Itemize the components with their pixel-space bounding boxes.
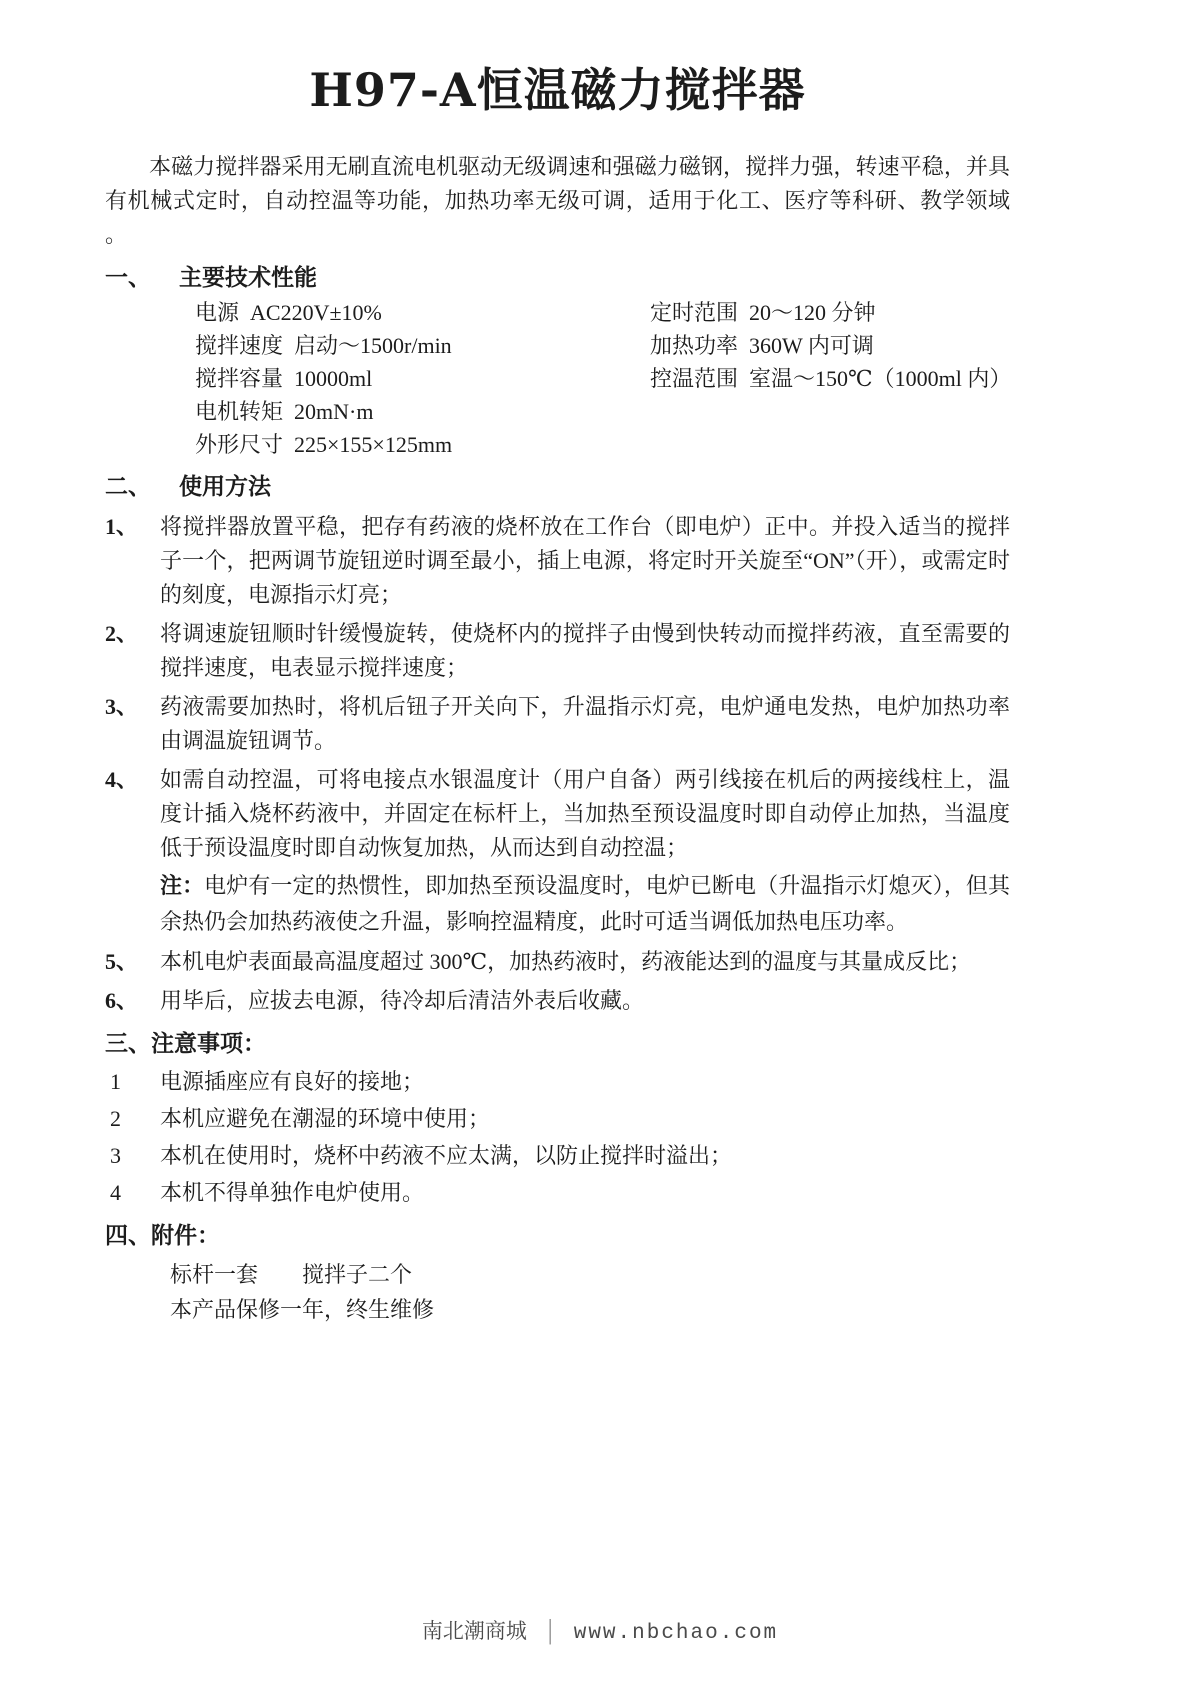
spec-cell-right <box>650 362 1011 395</box>
spec-row <box>195 395 1010 428</box>
precaution-list <box>105 1064 1010 1210</box>
spec-cell-right <box>650 296 876 329</box>
spec-row <box>195 329 1010 362</box>
section-heading-usage <box>105 467 1010 505</box>
spec-label: 加热功率 <box>650 333 739 358</box>
spec-row <box>195 296 1010 329</box>
item-number: 3 <box>110 1143 121 1168</box>
accessories-line: 标杆一套 搅拌子二个 <box>170 1262 413 1287</box>
item-text: 本机应避免在潮湿的环境中使用； <box>160 1106 491 1131</box>
precaution-item <box>105 1064 1010 1099</box>
spec-cell-left <box>195 362 650 395</box>
spec-cell-left <box>195 428 650 461</box>
section-title: 附件： <box>151 1222 220 1248</box>
spec-table <box>195 296 1010 461</box>
spec-value: 225×155×125mm <box>294 432 453 457</box>
usage-item <box>105 510 1010 612</box>
spec-cell-left <box>195 395 650 428</box>
section-number: 三、 <box>105 1030 151 1056</box>
item-text: 药液需要加热时，将机后钮子开关向下，升温指示灯亮，电炉通电发热，电炉加热功率由调温旋钮调节。 <box>160 694 1010 753</box>
spec-value: AC220V±10% <box>250 300 382 325</box>
spec-label: 控温范围 <box>650 366 739 391</box>
precaution-item <box>105 1175 1010 1210</box>
item-note <box>160 868 1010 940</box>
page-title: H97-A恒温磁力搅拌器 <box>309 63 806 117</box>
spec-value: 室温～150℃（1000ml 内） <box>749 366 1012 391</box>
item-body <box>160 763 1010 940</box>
intro-paragraph: 本磁力搅拌器采用无刷直流电机驱动无级调速和强磁力磁钢，搅拌力强，转速平稳，并具有机械式定时，自动控温等功能，加热功率无级可调，适用于化工、医疗等科研、教学领域 。 <box>105 154 1010 247</box>
spec-label: 外形尺寸 <box>195 432 284 457</box>
spec-label: 搅拌速度 <box>195 333 284 358</box>
section-number: 一、 <box>105 264 151 290</box>
footer-brand: 南北潮商城 <box>421 1619 527 1643</box>
section-number: 二、 <box>105 473 151 499</box>
item-number: 1 <box>110 1069 121 1094</box>
item-text: 用毕后，应拔去电源，待冷却后清洁外表后收藏。 <box>160 988 645 1013</box>
spec-label: 搅拌容量 <box>195 366 284 391</box>
item-text: 如需自动控温，可将电接点水银温度计（用户自备）两引线接在机后的两接线柱上，温度计插入烧杯药液中，并固定在标杆上，当加热至预设温度时即自动停止加热，当温度低于预设温度时即自动恢复加热，从而达到自动控温； <box>160 767 1010 860</box>
usage-item <box>105 945 1010 979</box>
item-number: 5、 <box>105 949 139 974</box>
spec-value: 启动～1500r/min <box>294 333 452 358</box>
item-number: 4、 <box>105 767 139 792</box>
item-number: 3、 <box>105 694 139 719</box>
note-label: 注： <box>160 873 205 898</box>
item-number: 2、 <box>105 621 139 646</box>
item-text: 本机不得单独作电炉使用。 <box>160 1180 425 1205</box>
item-number: 1、 <box>105 514 139 539</box>
item-number: 6、 <box>105 988 139 1013</box>
spec-value: 20～120 分钟 <box>749 300 876 325</box>
item-text: 将搅拌器放置平稳，把存有药液的烧杯放在工作台（即电炉）正中。并投入适当的搅拌子一个，把两调节旋钮逆时调至最小，插上电源，将定时开关旋至“ON”（开），或需定时的刻度，电源指示灯亮； <box>160 514 1010 607</box>
page-footer <box>0 1616 1200 1649</box>
usage-item <box>105 690 1010 758</box>
item-number: 2 <box>110 1106 121 1131</box>
spec-cell-right <box>650 329 874 362</box>
spec-value: 10000ml <box>294 366 373 391</box>
spec-value: 360W 内可调 <box>749 333 874 358</box>
note-text: 电炉有一定的热惯性，即加热至预设温度时，电炉已断电（升温指示灯熄灭），但其余热仍会加热药液使之升温，影响控温精度，此时可适当调低加热电压功率。 <box>160 873 1010 934</box>
section-heading-accessories <box>105 1216 1010 1254</box>
usage-item <box>105 763 1010 940</box>
section-heading-precautions <box>105 1024 1010 1062</box>
spec-row <box>195 362 1010 395</box>
document-page <box>105 0 1010 1327</box>
item-text: 将调速旋钮顺时针缓慢旋转，使烧杯内的搅拌子由慢到快转动而搅拌药液，直至需要的搅拌速度，电表显示搅拌速度； <box>160 621 1010 680</box>
spec-cell-left <box>195 296 650 329</box>
accessories-block <box>105 1257 1010 1327</box>
usage-item <box>105 617 1010 685</box>
footer-divider: │ <box>542 1619 558 1643</box>
usage-list <box>105 510 1010 1018</box>
spec-row <box>195 428 1010 461</box>
section-title: 注意事项： <box>151 1030 266 1056</box>
section-title: 主要技术性能 <box>179 264 317 290</box>
spec-cell-left <box>195 329 650 362</box>
spec-label: 定时范围 <box>650 300 739 325</box>
precaution-item <box>105 1101 1010 1136</box>
footer-url: www.nbchao.com <box>573 1622 779 1645</box>
warranty-line: 本产品保修一年，终生维修 <box>170 1297 435 1322</box>
spec-label: 电源 <box>195 300 240 325</box>
item-text: 本机电炉表面最高温度超过 300℃，加热药液时，药液能达到的温度与其量成反比； <box>160 949 972 974</box>
item-text: 本机在使用时，烧杯中药液不应太满，以防止搅拌时溢出； <box>160 1143 733 1168</box>
spec-label: 电机转矩 <box>195 399 284 424</box>
item-number: 4 <box>110 1180 121 1205</box>
section-heading-specs <box>105 258 1010 296</box>
spec-value: 20mN·m <box>294 399 374 424</box>
usage-item <box>105 984 1010 1018</box>
section-title: 使用方法 <box>179 473 271 499</box>
item-text: 电源插座应有良好的接地； <box>160 1069 425 1094</box>
section-number: 四、 <box>105 1222 151 1248</box>
precaution-item <box>105 1138 1010 1173</box>
